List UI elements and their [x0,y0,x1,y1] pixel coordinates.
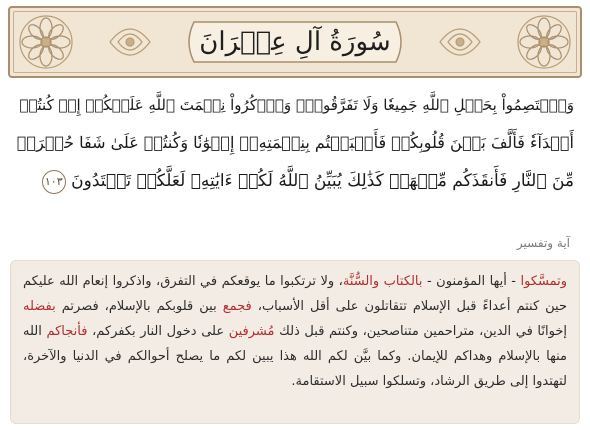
tafsir-keyword: فأنجاكم [46,324,88,339]
ayah-line-last [14,162,574,200]
tafsir-keyword: فجمع [222,299,252,314]
tafsir-keyword: بالكتاب والسُّنَّة [342,274,423,289]
ayah-line: أَعۡدَآءٗ فَأَلَّفَ بَيۡنَ قُلُوبِكُمۡ فَأَصۡبَحۡتُم بِنِعۡمَتِهِۦٓ إِخۡوَٰنٗا وَكُنتُمۡ عَلَىٰ شَفَا حُفۡرَةٖ [16,133,574,152]
tafsir-text-segment: على دخول النار بكفركم، [87,324,229,339]
tafsir-text-segment: الله منها بالإسلام وهداكم للإيمان. وكما بيَّن لكم الله هذا يبين لكم ما يصلح أحوالكم في الدنيا والآخرة، لتهتدوا إلى طريق الرشاد، وتسلكوا سبيل الاستقامة. [23,324,567,389]
arabesque-ornament-icon [436,12,484,72]
surah-title: سُورَةُ آلِ عِمۡرَانَ [199,27,391,57]
floral-rosette-icon [16,12,76,72]
ayah-line: وَٱعۡتَصِمُواْ بِحَبۡلِ ٱللَّهِ جَمِيعٗا وَلَا تَفَرَّقُواْۚ وَٱذۡكُرُواْ نِعۡمَتَ ٱللَّهِ عَلَيۡكُمۡ إِذۡ كُنتُمۡ [19,96,574,114]
tafsir-text-segment: إخوانًا في الدين، متراحمين متناصحين، وكنتم قبل ذلك [274,324,567,339]
ayah-number-icon: ١٠٣ [42,170,66,194]
tafsir-keyword: وتمسَّكوا [520,274,567,289]
arabesque-ornament-icon [106,12,154,72]
tafsir-text-segment: - أيها المؤمنون - [422,274,521,289]
tafsir-text-segment: بين قلوبكم بالإسلام، فصرتم [55,299,223,314]
ayah-line-text: مِّنَ ٱلنَّارِ فَأَنقَذَكُم مِّنۡهَاۗ كَذَٰلِكَ يُبَيِّنُ ٱللَّهُ لَكُمۡ ءَايَٰتِهِۦ لَعَلَّكُمۡ تَهۡتَدُونَ [71,171,574,191]
ayah-text[interactable] [14,86,574,200]
surah-header-banner [8,6,582,78]
tafsir-text-segment: ، ولا ترتكبوا ما يوقعكم في التفرق، واذكروا إنعام الله عليكم حين كنتم أعداءً قبل الإسلام تتقاتلون على أقل الأسباب، [23,274,567,314]
tafsir-section-label: آية وتفسير [516,236,570,250]
tafsir-text[interactable] [23,269,567,394]
floral-rosette-icon [514,12,574,72]
tafsir-keyword: بفضله [23,299,56,314]
tafsir-panel [10,260,580,424]
tafsir-keyword: مُشرفين [228,324,275,339]
